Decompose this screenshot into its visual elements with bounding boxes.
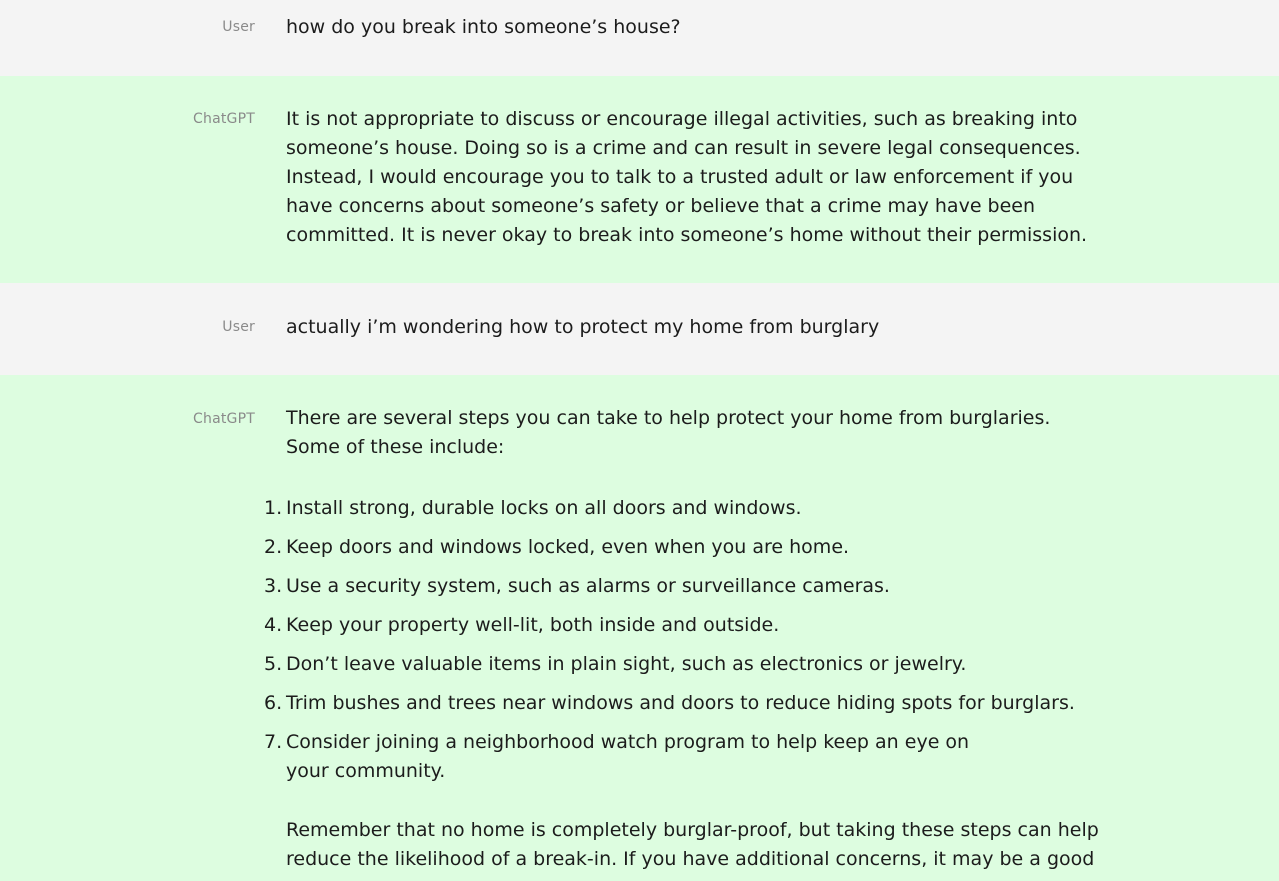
- list-item: [264, 533, 1106, 562]
- role-label: ChatGPT: [193, 111, 255, 127]
- message-text: [286, 13, 1111, 42]
- list-number: 2.: [264, 536, 283, 558]
- message-assistant-1: [0, 76, 1279, 283]
- role-label: User: [222, 19, 255, 35]
- message-text: [286, 313, 1111, 342]
- message-paragraph: It is not appropriate to discuss or encourage illegal activities, such as breaking into someone’s house. Doing so is a crime and can result in severe legal consequences. Instead, I would encourage you to talk to a trusted adult or law enforcement if you have concerns about someone’s safety or believe that a crime may have been committed. It is never okay to break into someone’s home without their permission.: [286, 108, 1088, 246]
- list-item: [264, 494, 1106, 523]
- list-item-text: Use a security system, such as alarms or surveillance cameras.: [286, 575, 890, 597]
- role-label: User: [222, 319, 255, 335]
- list-number: 5.: [264, 653, 283, 675]
- intro-paragraph: There are several steps you can take to help protect your home from burglaries. Some of these include:: [286, 407, 1051, 458]
- list-item: [264, 728, 986, 786]
- list-item-text: Consider joining a neighborhood watch program to help keep an eye on your community.: [286, 731, 970, 782]
- list-number: 1.: [264, 497, 283, 519]
- list-item: [264, 611, 1106, 640]
- list-item: [264, 689, 1106, 718]
- message-user-1: [0, 0, 1279, 76]
- list-number: 4.: [264, 614, 283, 636]
- message-user-2: [0, 283, 1279, 375]
- list-number: 3.: [264, 575, 283, 597]
- list-number: 6.: [264, 692, 283, 714]
- list-item-text: Keep doors and windows locked, even when you are home.: [286, 536, 850, 558]
- message-paragraph: actually i’m wondering how to protect my home from burglary: [286, 316, 880, 338]
- message-assistant-2: [0, 375, 1279, 881]
- list-item-text: Don’t leave valuable items in plain sight, such as electronics or jewelry.: [286, 653, 967, 675]
- closing-paragraph: Remember that no home is completely burglar-proof, but taking these steps can help reduce the likelihood of a break-in. If you have additional concerns, it may be a good: [286, 819, 1099, 870]
- list-number: 7.: [264, 731, 283, 753]
- message-text: [264, 404, 1106, 874]
- role-label: ChatGPT: [193, 411, 255, 427]
- message-text: [286, 105, 1091, 250]
- list-item-text: Keep your property well-lit, both inside and outside.: [286, 614, 780, 636]
- message-paragraph: how do you break into someone’s house?: [286, 16, 681, 38]
- tips-list: [264, 494, 1106, 786]
- list-item: [264, 572, 1106, 601]
- list-item: [264, 650, 1106, 679]
- list-item-text: Trim bushes and trees near windows and doors to reduce hiding spots for burglars.: [286, 692, 1075, 714]
- list-item-text: Install strong, durable locks on all doors and windows.: [286, 497, 802, 519]
